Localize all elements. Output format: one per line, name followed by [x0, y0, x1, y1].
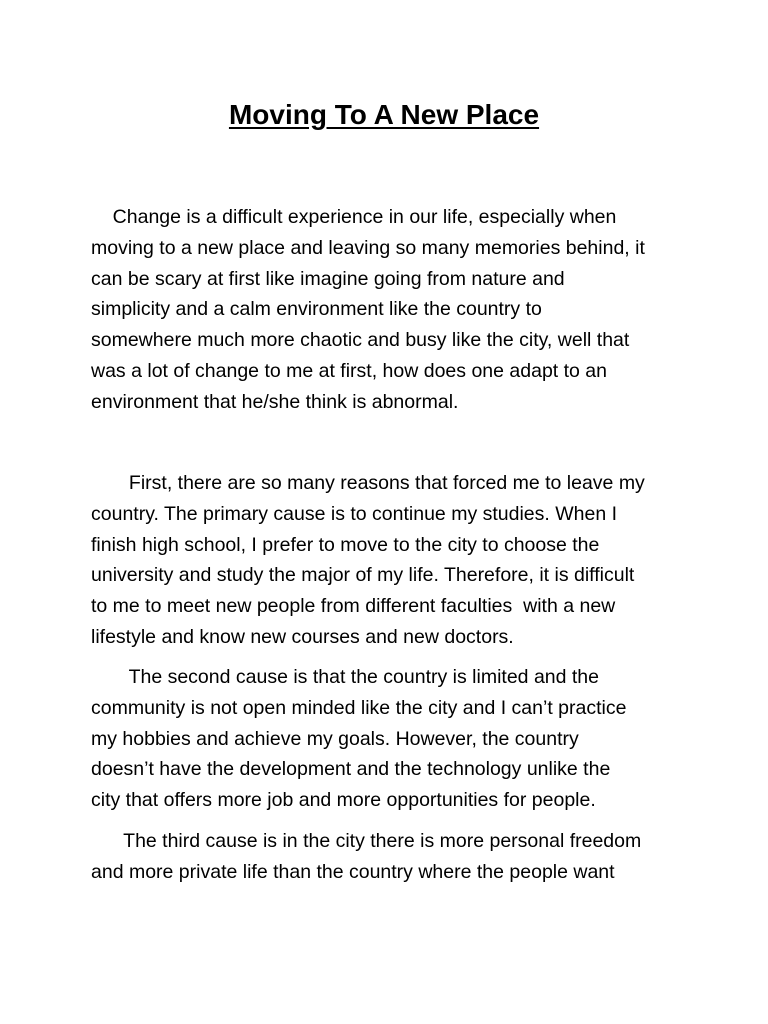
text-line: finish high school, I prefer to move to the city to choose the: [91, 533, 600, 556]
text-line: was a lot of change to me at first, how does one adapt to an: [91, 359, 607, 382]
text-line: Change is a difficult experience in our life, especially when: [91, 206, 617, 228]
paragraph-first-reason: [91, 468, 681, 653]
text-line: somewhere much more chaotic and busy like the city, well that: [91, 329, 630, 352]
document-title: Moving To A New Place: [228, 99, 540, 130]
text-line: city that offers more job and more opportunities for people.: [91, 789, 596, 812]
paragraph-second-cause: [91, 662, 681, 816]
paragraph-third-cause: [91, 826, 681, 888]
text-line: community is not open minded like the city and I can’t practice: [91, 696, 627, 719]
text-line: my hobbies and achieve my goals. However, the country: [91, 727, 579, 750]
text-line: and more private life than the country where the people want: [91, 860, 615, 883]
text-line: lifestyle and know new courses and new doctors.: [91, 625, 514, 648]
text-line: The third cause is in the city there is more personal freedom: [91, 830, 642, 852]
text-line: can be scary at first like imagine going from nature and: [91, 267, 565, 290]
paragraph-intro: [91, 202, 681, 418]
text-line: moving to a new place and leaving so many memories behind, it: [91, 236, 645, 259]
text-line: First, there are so many reasons that forced me to leave my: [91, 472, 645, 494]
text-line: to me to meet new people from different faculties with a new: [91, 595, 616, 618]
text-line: university and study the major of my life. Therefore, it is difficult: [91, 564, 635, 587]
text-line: doesn’t have the development and the technology unlike the: [91, 758, 611, 781]
text-line: environment that he/she think is abnormal.: [91, 390, 459, 413]
text-line: The second cause is that the country is limited and the: [91, 666, 599, 688]
text-line: simplicity and a calm environment like the country to: [91, 298, 542, 321]
text-line: country. The primary cause is to continue my studies. When I: [91, 502, 618, 525]
